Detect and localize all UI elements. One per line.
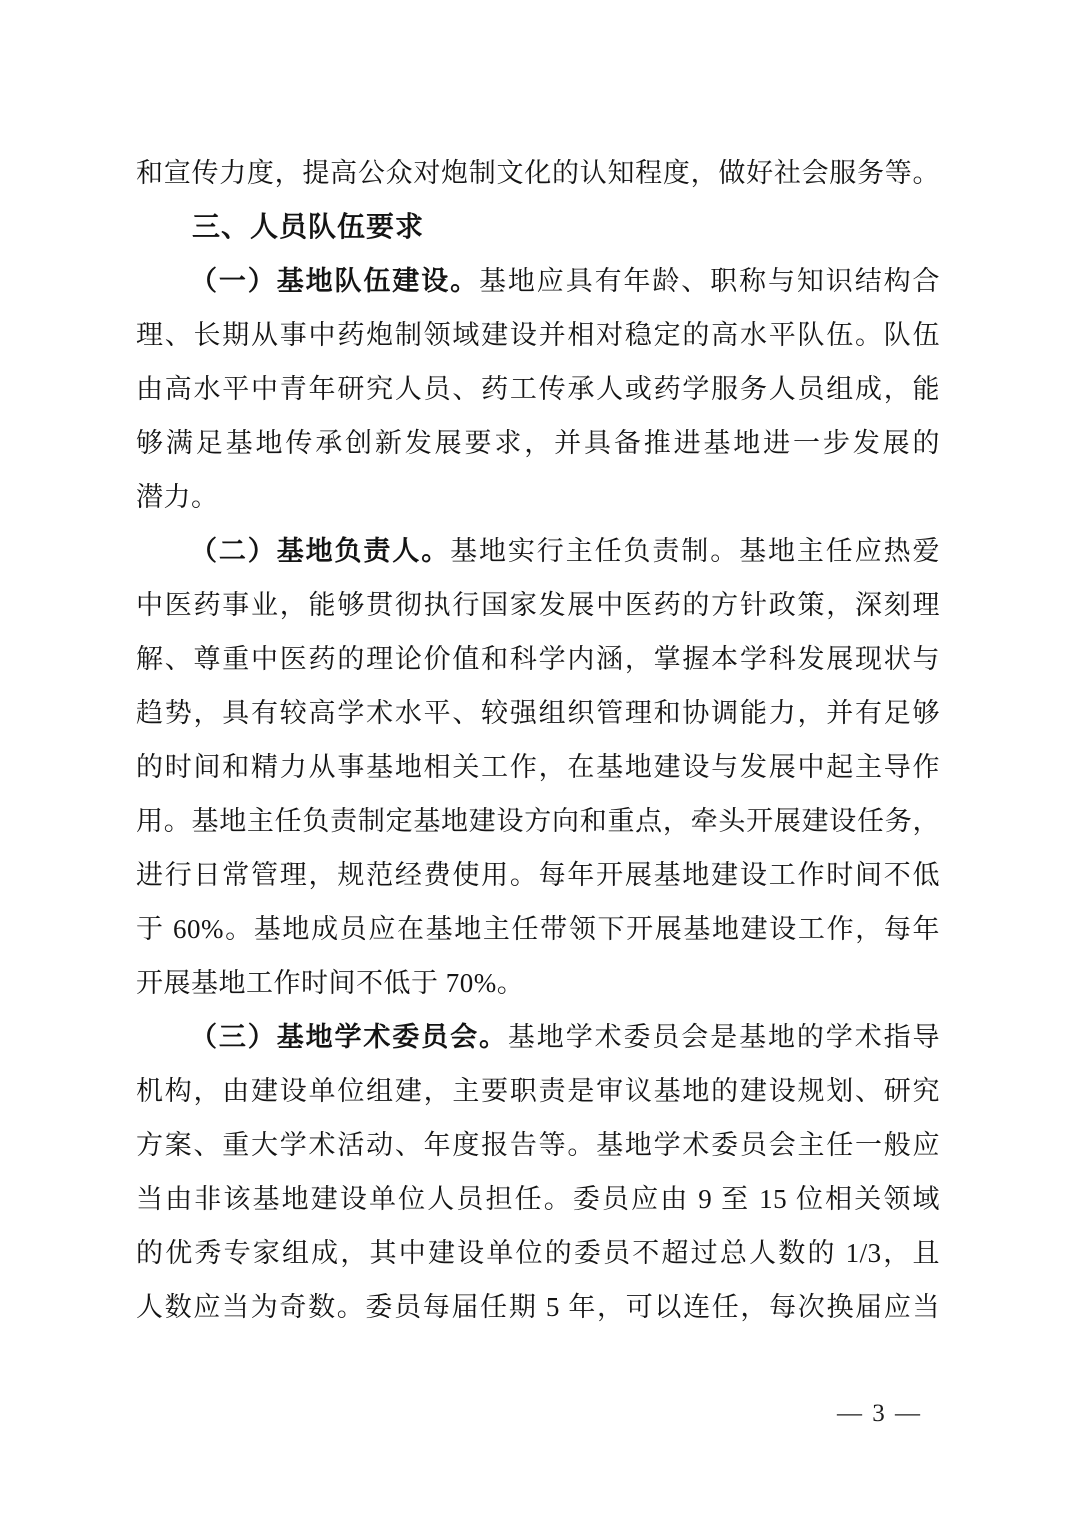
clause-two-text: 基地实行主任负责制。基地主任应热爱 [450,536,941,566]
paragraph-line [136,254,940,308]
paragraph-line: 趋势，具有较高学术水平、较强组织管理和协调能力，并有足够 [136,698,940,728]
paragraph-line: 和宣传力度，提高公众对炮制文化的认知程度，做好社会服务等。 [136,158,940,188]
clause-three-title: （三）基地学术委员会。 [190,1022,508,1052]
paragraph-line [136,524,940,578]
paragraph-line: 的时间和精力从事基地相关工作，在基地建设与发展中起主导作 [136,752,940,782]
paragraph-line: 解、尊重中医药的理论价值和科学内涵，掌握本学科发展现状与 [136,644,940,674]
paragraph-line: 机构，由建设单位组建，主要职责是审议基地的建设规划、研究 [136,1076,940,1106]
paragraph-line: 理、长期从事中药炮制领域建设并相对稳定的高水平队伍。队伍 [136,320,940,350]
paragraph-line: 于 60%。基地成员应在基地主任带领下开展基地建设工作，每年 [136,914,940,944]
clause-one-title: （一）基地队伍建设。 [190,266,479,296]
paragraph-line: 中医药事业，能够贯彻执行国家发展中医药的方针政策，深刻理 [136,590,940,620]
paragraph-line: 方案、重大学术活动、年度报告等。基地学术委员会主任一般应 [136,1130,940,1160]
paragraph-line: 用。基地主任负责制定基地建设方向和重点，牵头开展建设任务， [136,806,940,836]
paragraph-line: 由高水平中青年研究人员、药工传承人或药学服务人员组成，能 [136,374,940,404]
section-heading: 三、人员队伍要求 [192,211,425,242]
clause-one-text: 基地应具有年龄、职称与知识结构合 [479,266,940,296]
paragraph-line: 当由非该基地建设单位人员担任。委员应由 9 至 15 位相关领域 [136,1184,940,1214]
paragraph-line: 进行日常管理，规范经费使用。每年开展基地建设工作时间不低 [136,860,940,890]
paragraph-line [136,1010,940,1064]
document-body [136,146,940,1334]
paragraph-line: 人数应当为奇数。委员每届任期 5 年，可以连任，每次换届应当 [136,1292,940,1322]
paragraph-line: 潜力。 [136,482,219,512]
clause-three-text: 基地学术委员会是基地的学术指导 [507,1022,941,1052]
page-number: — 3 — [837,1400,922,1427]
paragraph-line: 的优秀专家组成，其中建设单位的委员不超过总人数的 1/3，且 [136,1238,940,1268]
paragraph-line: 开展基地工作时间不低于 70%。 [136,968,525,998]
clause-two-title: （二）基地负责人。 [190,536,451,566]
paragraph-line: 够满足基地传承创新发展要求，并具备推进基地进一步发展的 [136,428,940,458]
